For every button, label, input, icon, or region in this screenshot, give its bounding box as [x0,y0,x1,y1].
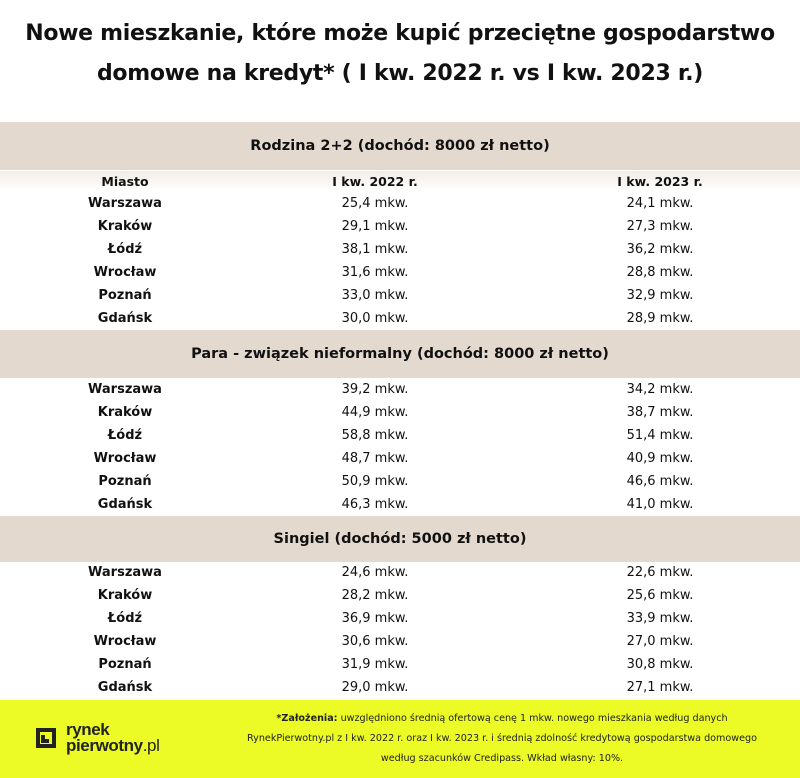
logo-line-1: rynek [66,720,110,739]
value-2022-cell: 30,6 mkw. [341,634,409,649]
page-title [0,14,800,94]
table-row [0,607,800,630]
section-header-couple: Para - związek nieformalny (dochód: 8000 zł netto) [0,330,800,378]
table-row [0,215,800,238]
value-2023-cell: 22,6 mkw. [626,565,694,580]
value-2022-cell: 38,1 mkw. [341,242,409,257]
title-line-1: Nowe mieszkanie, które może kupić przeciętne gospodarstwo [25,21,775,46]
assumptions-note [232,709,772,769]
table-row [0,584,800,607]
value-2023-cell: 27,3 mkw. [626,219,694,234]
value-2022-cell: 50,9 mkw. [341,474,409,489]
value-2023-cell: 28,8 mkw. [626,265,694,280]
value-2022-cell: 31,6 mkw. [341,265,409,280]
city-cell: Poznań [98,474,152,489]
table-row [0,653,800,676]
table-row [0,192,800,215]
title-line-2: domowe na kredyt* ( I kw. 2022 r. vs I kw. 2023 r.) [96,61,704,86]
column-headers [0,171,800,191]
city-cell: Wrocław [93,451,157,466]
value-2023-cell: 51,4 mkw. [626,428,694,443]
value-2023-cell: 32,9 mkw. [626,288,694,303]
table-row [0,493,800,516]
value-2023-cell: 28,9 mkw. [626,311,694,326]
table-row [0,424,800,447]
logo-mark-icon [34,726,58,750]
footer-banner [0,700,800,778]
city-cell: Poznań [98,657,152,672]
logo-line-2: pierwotny [66,736,143,755]
table-row [0,238,800,261]
section-header-family: Rodzina 2+2 (dochód: 8000 zł netto) [0,122,800,170]
table-row [0,284,800,307]
value-2022-cell: 39,2 mkw. [341,382,409,397]
value-2022-cell: 46,3 mkw. [341,497,409,512]
table-row [0,307,800,330]
column-header-2023: I kw. 2023 r. [617,173,703,189]
value-2023-cell: 38,7 mkw. [626,405,694,420]
column-header-2022: I kw. 2022 r. [332,173,418,189]
city-cell: Wrocław [93,634,157,649]
column-header-city: Miasto [101,173,149,189]
value-2022-cell: 28,2 mkw. [341,588,409,603]
assumptions-label: *Założenia: [276,713,338,724]
table-row [0,630,800,653]
value-2022-cell: 58,8 mkw. [341,428,409,443]
value-2023-cell: 46,6 mkw. [626,474,694,489]
table-row [0,676,800,699]
value-2023-cell: 41,0 mkw. [626,497,694,512]
value-2022-cell: 29,0 mkw. [341,680,409,695]
city-cell: Gdańsk [97,311,153,326]
city-cell: Kraków [97,219,153,234]
value-2023-cell: 27,0 mkw. [626,634,694,649]
assumptions-text: uwzględniono średnią ofertową cenę 1 mkw. nowego mieszkania według danych RynekPierwotny.pl z I kw. 2022 r. oraz I kw. 2023 r. i średnią zdolność kredytową gospodarstwa domowego według szacunków Credipass. Wkład własny: 10%. [247,713,757,764]
table-row [0,401,800,424]
city-cell: Poznań [98,288,152,303]
value-2022-cell: 31,9 mkw. [341,657,409,672]
logo-domain: .pl [142,736,160,755]
city-cell: Kraków [97,588,153,603]
value-2022-cell: 29,1 mkw. [341,219,409,234]
value-2023-cell: 40,9 mkw. [626,451,694,466]
value-2022-cell: 36,9 mkw. [341,611,409,626]
city-cell: Gdańsk [97,680,153,695]
value-2022-cell: 33,0 mkw. [341,288,409,303]
table-row [0,561,800,584]
value-2023-cell: 25,6 mkw. [626,588,694,603]
logo-wordmark [66,722,159,754]
table-row [0,447,800,470]
city-cell: Gdańsk [97,497,153,512]
value-2023-cell: 33,9 mkw. [626,611,694,626]
value-2022-cell: 48,7 mkw. [341,451,409,466]
value-2023-cell: 34,2 mkw. [626,382,694,397]
table-row [0,378,800,401]
value-2023-cell: 27,1 mkw. [626,680,694,695]
city-cell: Warszawa [88,382,162,397]
value-2023-cell: 36,2 mkw. [626,242,694,257]
value-2023-cell: 30,8 mkw. [626,657,694,672]
city-cell: Łódź [107,428,143,443]
value-2022-cell: 30,0 mkw. [341,311,409,326]
value-2022-cell: 44,9 mkw. [341,405,409,420]
value-2023-cell: 24,1 mkw. [626,196,694,211]
value-2022-cell: 25,4 mkw. [341,196,409,211]
table-row [0,470,800,493]
city-cell: Łódź [107,611,143,626]
section-header-single: Singiel (dochód: 5000 zł netto) [0,516,800,562]
city-cell: Kraków [97,405,153,420]
city-cell: Wrocław [93,265,157,280]
table-row [0,261,800,284]
value-2022-cell: 24,6 mkw. [341,565,409,580]
city-cell: Łódź [107,242,143,257]
city-cell: Warszawa [88,196,162,211]
brand-logo [34,722,159,754]
city-cell: Warszawa [88,565,162,580]
